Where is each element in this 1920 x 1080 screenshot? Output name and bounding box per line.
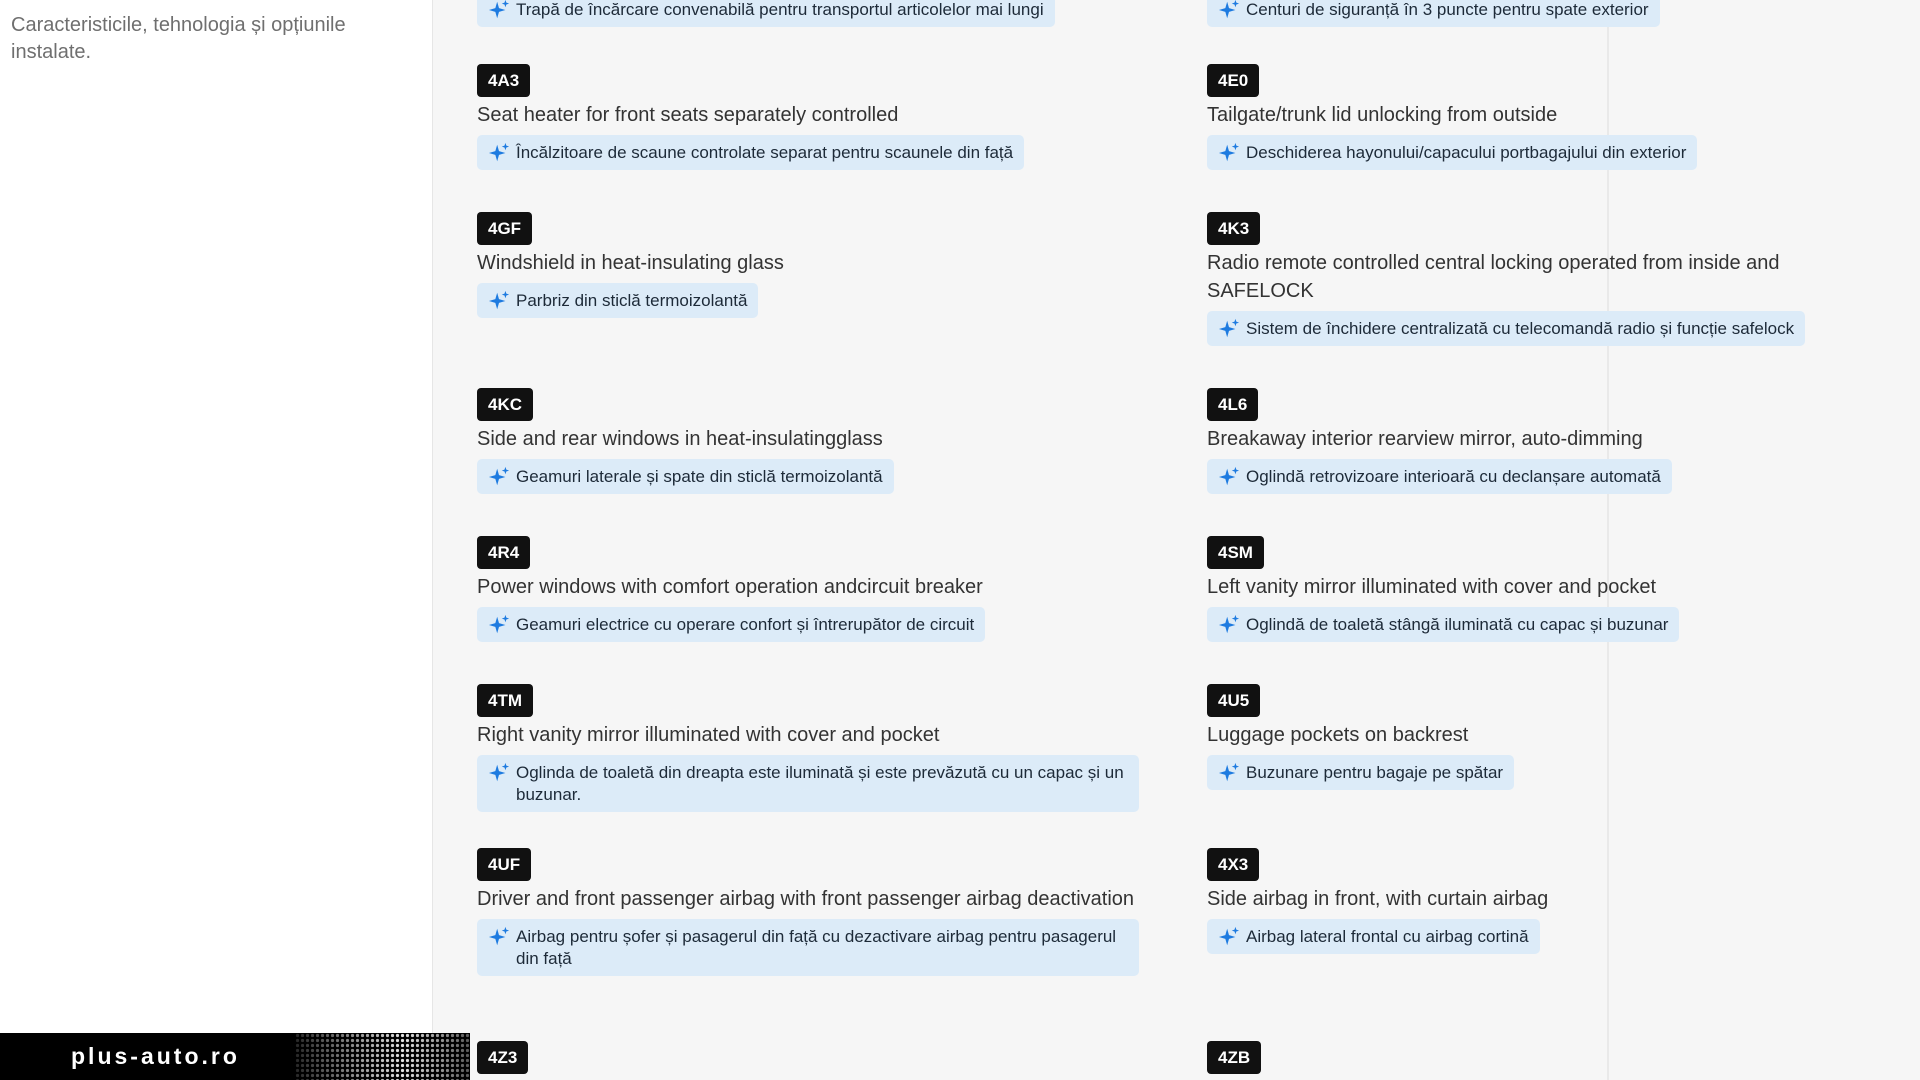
sparkle-icon bbox=[1218, 142, 1240, 164]
sparkle-icon bbox=[488, 142, 510, 164]
sidebar bbox=[0, 0, 433, 1080]
brand-watermark bbox=[0, 1033, 470, 1080]
option-title: Radio remote controlled central locking operated from inside and SAFELOCK bbox=[1207, 252, 1780, 302]
translation-chip bbox=[477, 919, 1139, 976]
equipment-item bbox=[1207, 212, 1847, 346]
sparkle-icon bbox=[1218, 318, 1240, 340]
equipment-item bbox=[477, 684, 1139, 812]
option-code-badge: 4KC bbox=[477, 388, 533, 421]
translation-chip bbox=[1207, 311, 1805, 346]
option-code-badge: 4U5 bbox=[1207, 684, 1260, 717]
option-code-badge: 4GF bbox=[477, 212, 532, 245]
equipment-item bbox=[1207, 684, 1514, 790]
sparkle-icon bbox=[488, 614, 510, 636]
sparkle-icon bbox=[488, 762, 510, 784]
equipment-item bbox=[477, 848, 1137, 976]
option-title: Side and rear windows in heat-insulatingglass bbox=[477, 428, 883, 450]
equipment-item bbox=[1207, 848, 1548, 954]
translation-text: Oglinda de toaletă din dreapta este iluminată și este prevăzută cu un capac și un buzunar. bbox=[516, 763, 1124, 804]
translation-chip bbox=[477, 459, 894, 494]
equipment-item bbox=[477, 212, 784, 318]
translation-text: Geamuri laterale și spate din sticlă termoizolantă bbox=[516, 467, 883, 486]
translation-text: Airbag pentru șofer și pasagerul din față cu dezactivare airbag pentru pasagerul din față bbox=[516, 927, 1117, 968]
translation-chip bbox=[477, 283, 758, 318]
translation-text: Centuri de siguranță în 3 puncte pentru spate exterior bbox=[1246, 0, 1649, 19]
translation-chip bbox=[1207, 607, 1679, 642]
option-title: Right vanity mirror illuminated with cover and pocket bbox=[477, 724, 940, 746]
equipment-item-partial-left bbox=[477, 0, 1055, 27]
translation-text: Sistem de închidere centralizată cu telecomandă radio și funcție safelock bbox=[1246, 319, 1795, 338]
sparkle-icon bbox=[488, 290, 510, 312]
option-title: Seat heater for front seats separately controlled bbox=[477, 104, 899, 126]
equipment-item bbox=[477, 1041, 528, 1074]
translation-text: Deschiderea hayonului/capacului portbagajului din exterior bbox=[1246, 143, 1687, 162]
translation-chip bbox=[477, 607, 985, 642]
equipment-item bbox=[477, 536, 985, 642]
option-code-badge: 4X3 bbox=[1207, 848, 1259, 881]
option-title: Power windows with comfort operation andcircuit breaker bbox=[477, 576, 983, 598]
translation-text: Parbriz din sticlă termoizolantă bbox=[516, 291, 748, 310]
option-code-badge: 4K3 bbox=[1207, 212, 1260, 245]
equipment-item bbox=[1207, 388, 1672, 494]
option-code-badge: 4L6 bbox=[1207, 388, 1258, 421]
equipment-item bbox=[477, 388, 894, 494]
translation-chip bbox=[1207, 459, 1672, 494]
equipment-item bbox=[1207, 64, 1697, 170]
halftone-pattern-icon bbox=[295, 1033, 470, 1080]
equipment-item bbox=[1207, 536, 1679, 642]
translation-text: Trapă de încărcare convenabilă pentru transportul articolelor mai lungi bbox=[516, 0, 1044, 19]
equipment-list bbox=[433, 0, 1920, 1080]
translation-chip bbox=[477, 135, 1024, 170]
equipment-item bbox=[477, 64, 1024, 170]
translation-chip bbox=[1207, 919, 1540, 954]
translation-chip bbox=[1207, 0, 1660, 27]
option-title: Tailgate/trunk lid unlocking from outside bbox=[1207, 104, 1558, 126]
equipment-item-partial-right bbox=[1207, 0, 1660, 27]
sparkle-icon bbox=[1218, 0, 1240, 21]
translation-text: Buzunare pentru bagaje pe spătar bbox=[1246, 763, 1504, 782]
translation-chip bbox=[1207, 135, 1697, 170]
option-code-badge: 4Z3 bbox=[477, 1041, 528, 1074]
option-code-badge: 4E0 bbox=[1207, 64, 1259, 97]
option-code-badge: 4ZB bbox=[1207, 1041, 1261, 1074]
option-code-badge: 4TM bbox=[477, 684, 533, 717]
translation-text: Geamuri electrice cu operare confort și întrerupător de circuit bbox=[516, 615, 975, 634]
option-title: Windshield in heat-insulating glass bbox=[477, 252, 784, 274]
sparkle-icon bbox=[1218, 926, 1240, 948]
sparkle-icon bbox=[488, 926, 510, 948]
sparkle-icon bbox=[1218, 762, 1240, 784]
sparkle-icon bbox=[488, 0, 510, 21]
sparkle-icon bbox=[488, 466, 510, 488]
option-code-badge: 4A3 bbox=[477, 64, 530, 97]
translation-chip bbox=[477, 0, 1055, 27]
translation-chip bbox=[477, 755, 1139, 812]
sidebar-description: Caracteristicile, tehnologia și opțiunile instalate. bbox=[11, 14, 346, 63]
brand-logo-text: plus-auto.ro bbox=[71, 1043, 240, 1069]
option-title: Side airbag in front, with curtain airbag bbox=[1207, 888, 1549, 910]
option-code-badge: 4SM bbox=[1207, 536, 1264, 569]
option-title: Luggage pockets on backrest bbox=[1207, 724, 1469, 746]
option-title: Driver and front passenger airbag with front passenger airbag deactivation bbox=[477, 888, 1135, 910]
option-title: Left vanity mirror illuminated with cover and pocket bbox=[1207, 576, 1657, 598]
option-code-badge: 4R4 bbox=[477, 536, 530, 569]
translation-text: Oglindă de toaletă stângă iluminată cu capac și buzunar bbox=[1246, 615, 1669, 634]
translation-text: Airbag lateral frontal cu airbag cortină bbox=[1246, 927, 1529, 946]
translation-text: Încălzitoare de scaune controlate separat pentru scaunele din față bbox=[516, 143, 1014, 162]
sparkle-icon bbox=[1218, 466, 1240, 488]
equipment-item bbox=[1207, 1041, 1261, 1074]
option-code-badge: 4UF bbox=[477, 848, 531, 881]
sparkle-icon bbox=[1218, 614, 1240, 636]
translation-chip bbox=[1207, 755, 1514, 790]
option-title: Breakaway interior rearview mirror, auto-dimming bbox=[1207, 428, 1643, 450]
translation-text: Oglindă retrovizoare interioară cu declanșare automată bbox=[1246, 467, 1661, 486]
